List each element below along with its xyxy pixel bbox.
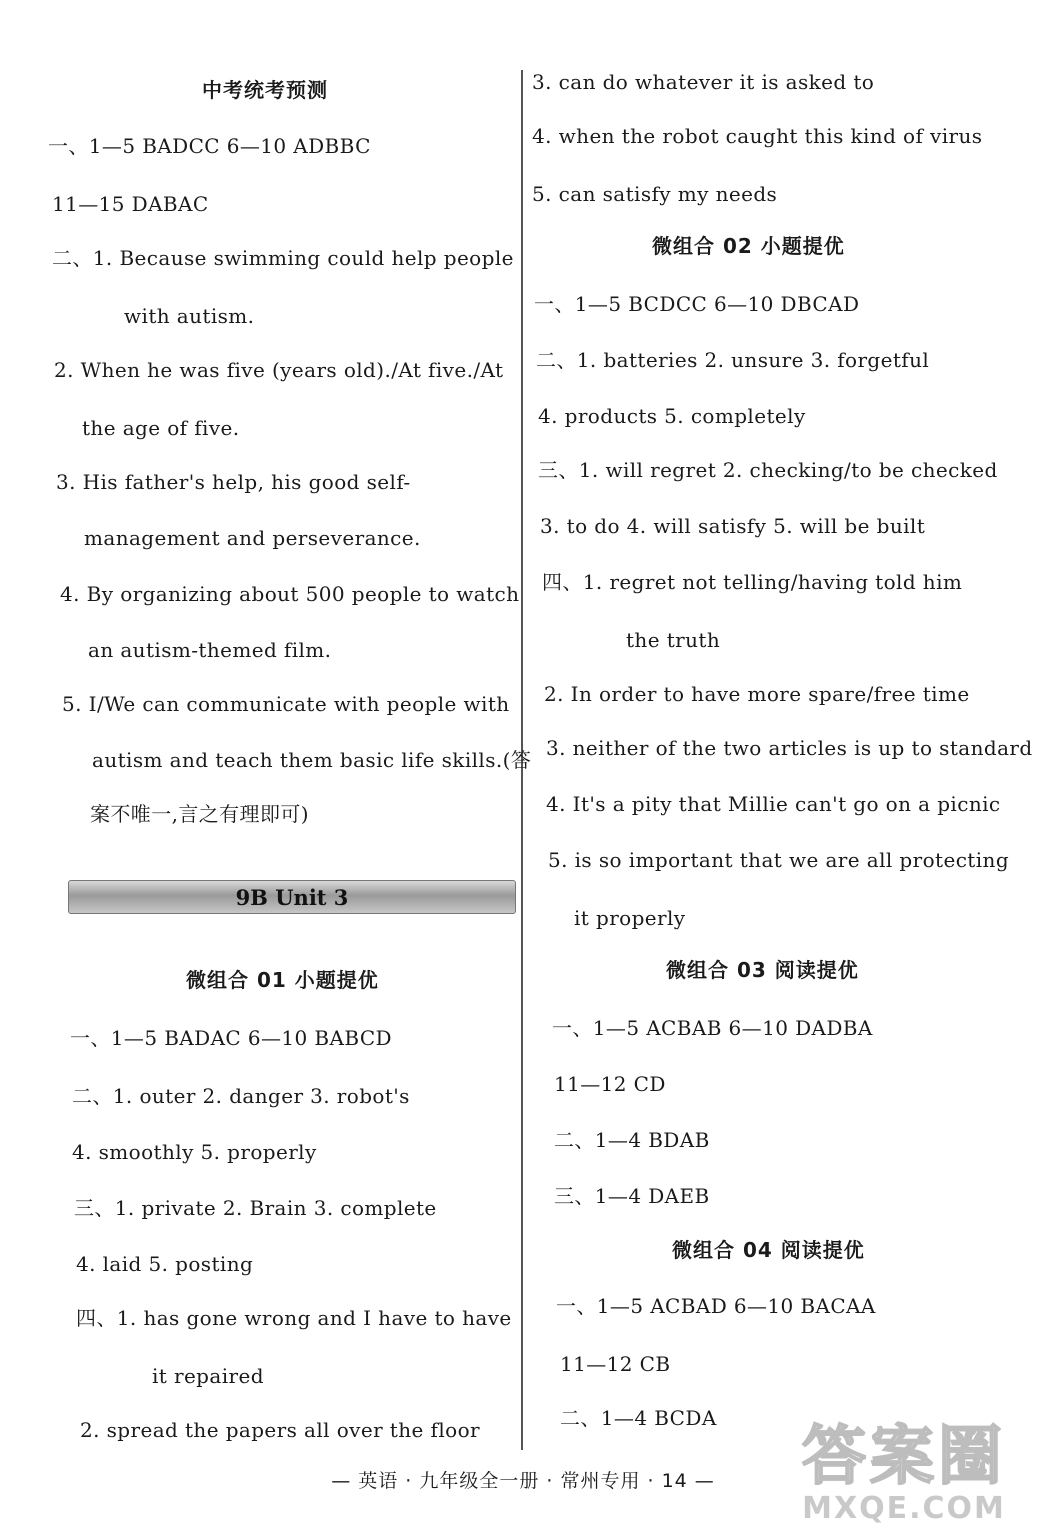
answer-line: 4. smoothly 5. properly	[72, 1140, 317, 1164]
answer-line: 三、1—4 DAEB	[554, 1184, 710, 1208]
answer-line: 4. products 5. completely	[538, 404, 806, 428]
answer-line: 3. neither of the two articles is up to standard	[546, 736, 1033, 760]
section-title-wz03: 微组合 03 阅读提优	[666, 958, 859, 982]
answer-line: autism and teach them basic life skills.(答	[92, 748, 532, 772]
section-title-exam-prediction: 中考统考预测	[202, 78, 328, 102]
answer-line: 11—15 DABAC	[52, 192, 209, 216]
answer-line: 5. is so important that we are all protecting	[548, 848, 1010, 872]
answer-line: 3. to do 4. will satisfy 5. will be built	[540, 514, 926, 538]
answer-line: it repaired	[152, 1364, 264, 1388]
answer-line: it properly	[574, 906, 686, 930]
answer-line: 一、1—5 ACBAD 6—10 BACAA	[556, 1294, 876, 1318]
answer-line: the truth	[626, 628, 721, 652]
watermark-en: MXQE.COM	[802, 1491, 1006, 1526]
answer-line: 4. when the robot caught this kind of virus	[532, 124, 983, 148]
answer-line: 一、1—5 BCDCC 6—10 DBCAD	[534, 292, 860, 316]
answer-line: 三、1. private 2. Brain 3. complete	[74, 1196, 437, 1220]
answer-line: 四、1. regret not telling/having told him	[542, 570, 963, 594]
answer-line: 一、1—5 BADAC 6—10 BABCD	[70, 1026, 392, 1050]
answer-line: 5. can satisfy my needs	[532, 182, 778, 206]
answer-line: 案不唯一,言之有理即可)	[90, 802, 309, 826]
section-title-wz01: 微组合 01 小题提优	[186, 968, 379, 992]
unit-banner-label: 9B Unit 3	[235, 884, 349, 910]
answer-line: 四、1. has gone wrong and I have to have	[76, 1306, 512, 1330]
answer-line: 3. His father's help, his good self-	[56, 470, 411, 494]
answer-line: 4. It's a pity that Millie can't go on a picnic	[546, 792, 1001, 816]
watermark-logo	[802, 1405, 1006, 1526]
answer-line: 一、1—5 BADCC 6—10 ADBBC	[48, 134, 371, 158]
answer-line: 3. can do whatever it is asked to	[532, 70, 875, 94]
answer-line: 二、1. Because swimming could help people	[52, 246, 514, 270]
answer-line: 11—12 CB	[560, 1352, 671, 1376]
answer-line: the age of five.	[82, 416, 240, 440]
answer-line: 三、1. will regret 2. checking/to be checked	[538, 458, 998, 482]
answer-line: 11—12 CD	[554, 1072, 666, 1096]
answer-line: 二、1—4 BDAB	[554, 1128, 710, 1152]
answer-line: an autism-themed film.	[88, 638, 332, 662]
answer-line: 2. When he was five (years old)./At five./At	[54, 358, 504, 382]
unit-banner	[68, 880, 516, 914]
section-title-wz02: 微组合 02 小题提优	[652, 234, 845, 258]
answer-line: 5. I/We can communicate with people with	[62, 692, 510, 716]
answer-line: 4. laid 5. posting	[76, 1252, 254, 1276]
answer-line: with autism.	[124, 304, 255, 328]
answer-line: 一、1—5 ACBAB 6—10 DADBA	[552, 1016, 873, 1040]
answer-line: 二、1. outer 2. danger 3. robot's	[72, 1084, 410, 1108]
answer-line: 4. By organizing about 500 people to watch	[60, 582, 520, 606]
answer-line: management and perseverance.	[84, 526, 421, 550]
watermark-cn: 答案圈	[802, 1420, 1006, 1494]
answer-line: 二、1—4 BCDA	[560, 1406, 717, 1430]
answer-line: 2. spread the papers all over the floor	[80, 1418, 480, 1442]
answer-line: 2. In order to have more spare/free time	[544, 682, 970, 706]
answer-line: 二、1. batteries 2. unsure 3. forgetful	[536, 348, 930, 372]
section-title-wz04: 微组合 04 阅读提优	[672, 1238, 865, 1262]
page-footer: — 英语 · 九年级全一册 · 常州专用 · 14 —	[331, 1470, 715, 1492]
